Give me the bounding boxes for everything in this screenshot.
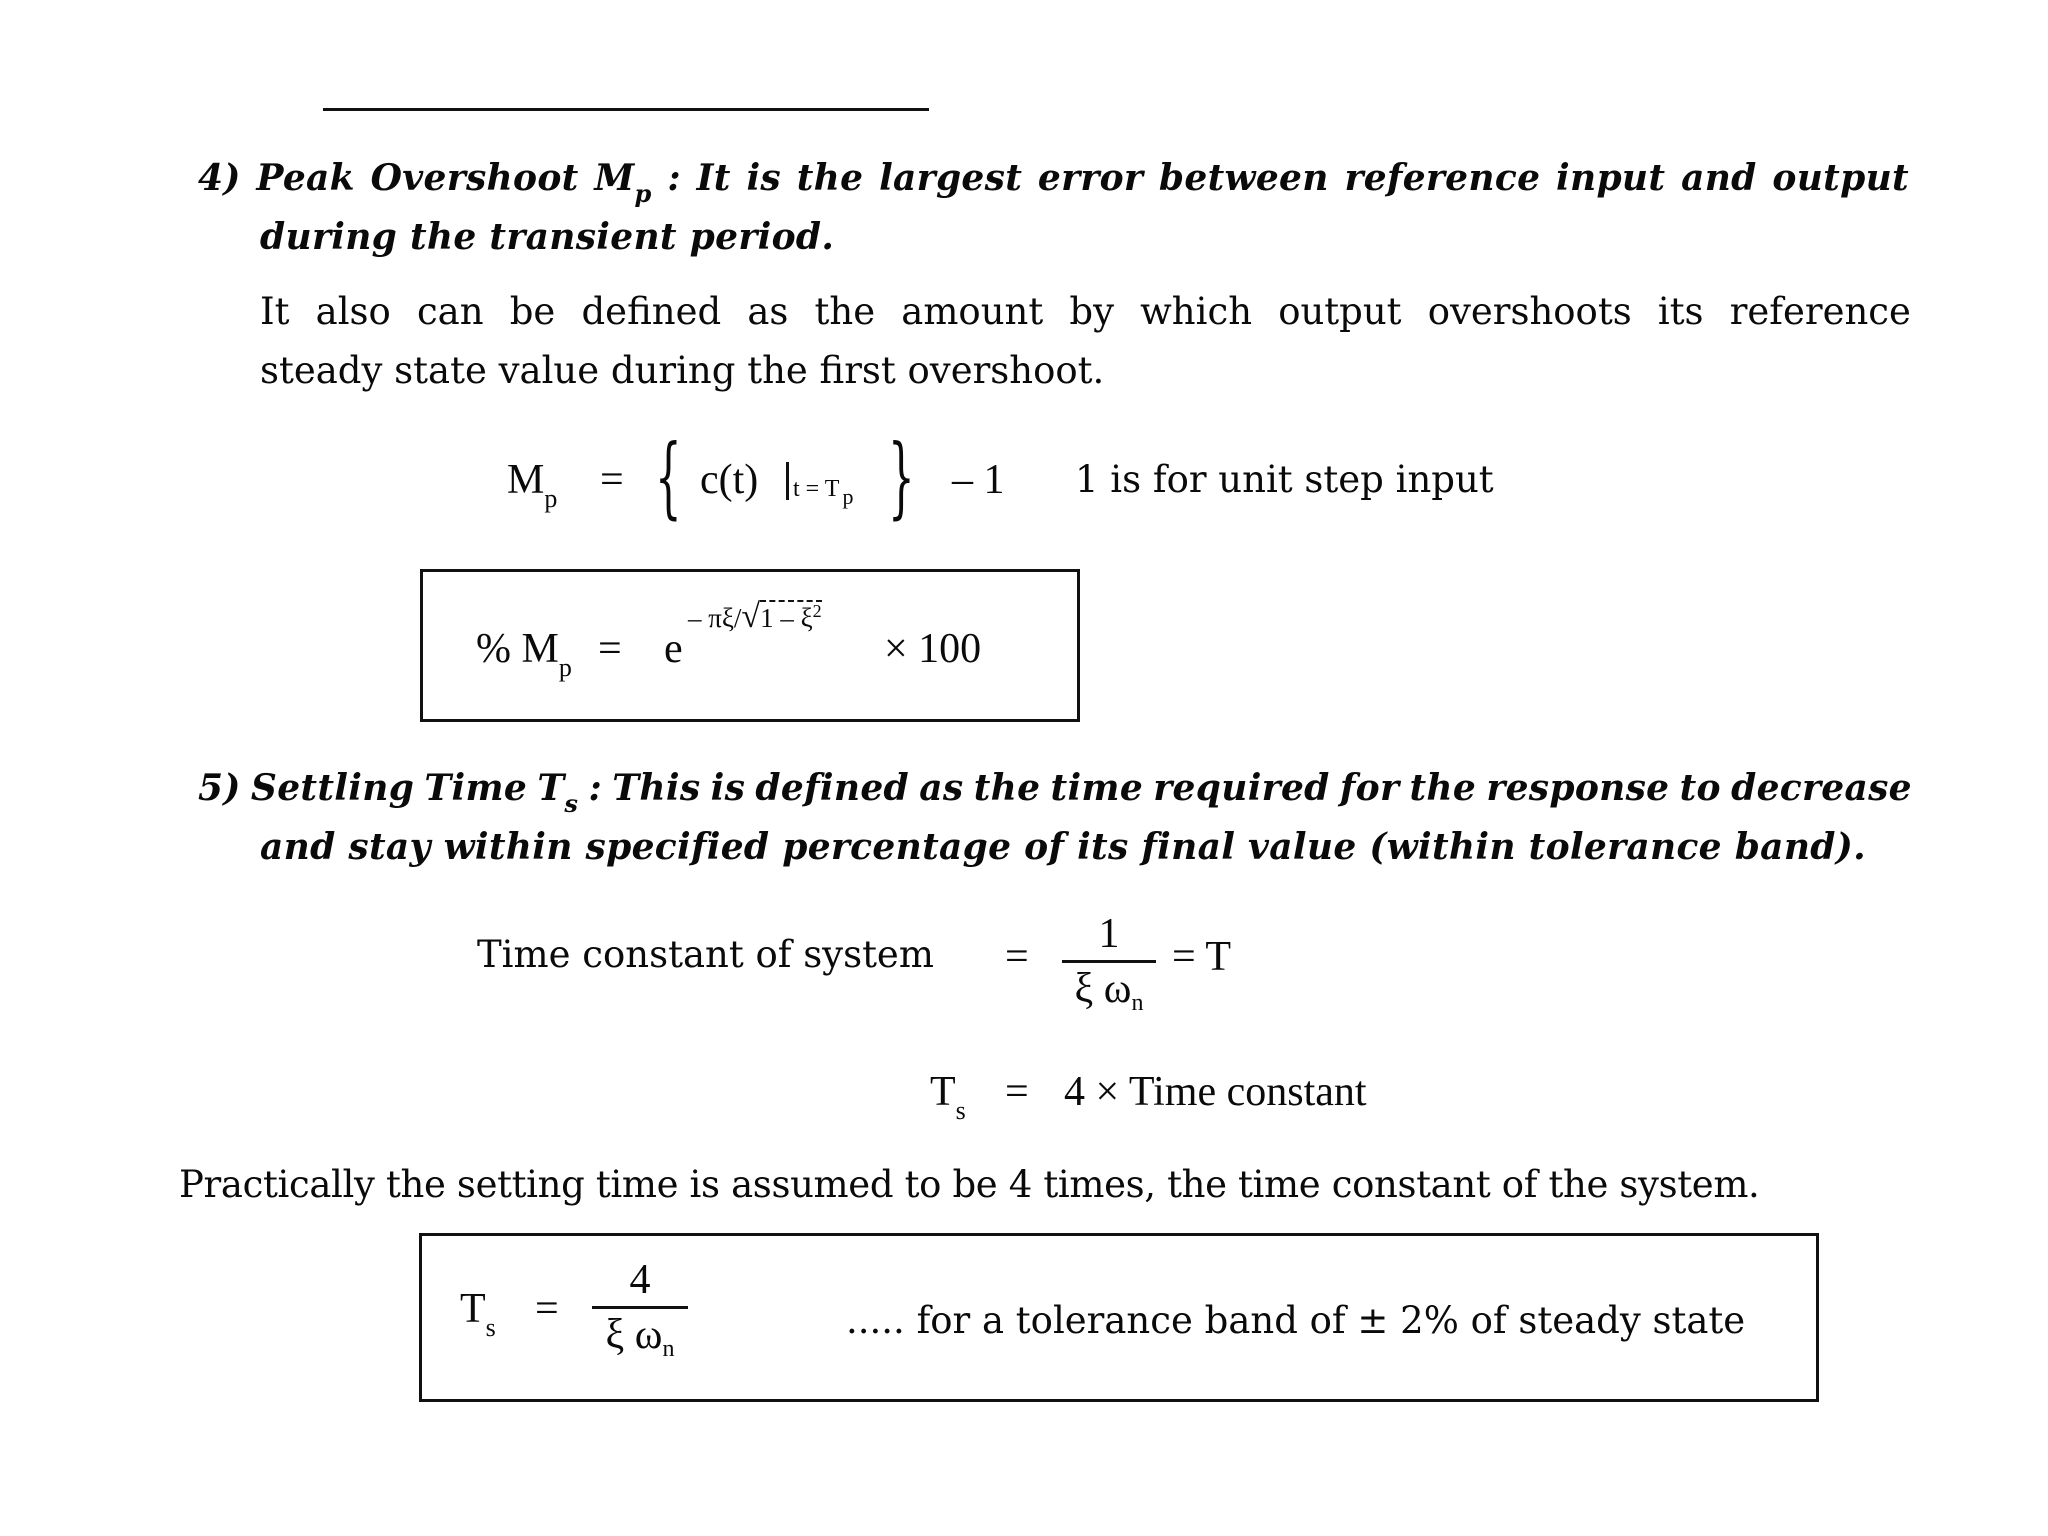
practical-note: Practically the setting time is assumed to be 4 times, the time constant of the system. xyxy=(179,1163,1760,1206)
ts-rhs: 4 × Time constant xyxy=(1064,1069,1367,1115)
fraction-bar xyxy=(1062,960,1156,963)
peak-overshoot-definition-line2: during the transient period. xyxy=(260,216,835,258)
heading-symbol-ts: $T_s$ xyxy=(537,767,579,818)
ts-equals: = xyxy=(1005,1069,1029,1115)
heading-word: largest xyxy=(879,157,1023,199)
mp-minus-one: – 1 xyxy=(952,457,1005,503)
heading-word: It xyxy=(696,157,731,199)
heading-word: reference xyxy=(1344,157,1541,199)
heading-word: Peak xyxy=(256,157,355,199)
settling-time-definition-line2: and stay within specified percentage of its final value (within tolerance band). xyxy=(260,826,1866,868)
exp-base-e: e xyxy=(664,626,683,672)
tolerance-band-note: ..... for a tolerance band of ± 2% of steady state xyxy=(846,1299,1746,1342)
mp-equals: = xyxy=(600,457,624,503)
percent-mp-equals: = xyxy=(598,626,622,672)
section-number: 4) xyxy=(198,157,241,199)
fraction-bar xyxy=(592,1306,688,1309)
heading-word: : xyxy=(667,157,681,199)
boxed-ts-equals: = xyxy=(535,1286,559,1332)
boxed-ts-fraction: 4 ξ ωn xyxy=(592,1258,688,1363)
heading-word: Overshoot xyxy=(370,157,579,199)
close-brace: } xyxy=(888,425,915,528)
eval-subscript: t = T p xyxy=(793,476,854,509)
section-number: 5) xyxy=(198,767,241,809)
peak-overshoot-paragraph-line1: It also can be defined as the amount by which output overshoots its reference xyxy=(260,290,1911,333)
peak-overshoot-definition-line1 xyxy=(198,157,1909,208)
time-constant-equals: = xyxy=(1005,934,1029,980)
boxed-ts-lhs: $T_s$ xyxy=(460,1286,496,1342)
exponent: – $\pi\xi/√1 - \xi^2$ xyxy=(688,598,822,635)
heading-symbol-mp: $M_p$ xyxy=(594,157,652,208)
time-constant-fraction: 1 ξ ωn xyxy=(1062,912,1156,1017)
open-brace: { xyxy=(655,425,682,528)
time-constant-result: = T xyxy=(1172,934,1232,980)
heading-word: error xyxy=(1037,157,1144,199)
unit-step-note: 1 is for unit step input xyxy=(1075,458,1494,501)
eval-bar xyxy=(786,462,789,500)
percent-mp-lhs: % $M_p$ xyxy=(476,626,572,682)
top-rule xyxy=(323,108,929,111)
heading-word: the xyxy=(796,157,864,199)
heading-word: and xyxy=(1681,157,1757,199)
time-constant-label: Time constant of system xyxy=(477,933,934,976)
ts-lhs: $T_s$ xyxy=(930,1069,966,1125)
mp-expr-ct: c(t) xyxy=(700,457,759,503)
heading-word: output xyxy=(1772,157,1909,199)
heading-word: input xyxy=(1556,157,1666,199)
mp-lhs: $M_p$ xyxy=(507,457,558,513)
settling-time-definition-line1: 5) Settling Time $T_s$ : This is defined as the time required for the response to decrease xyxy=(198,767,1912,818)
heading-word: is xyxy=(746,157,781,199)
peak-overshoot-paragraph-line2: steady state value during the first overshoot. xyxy=(260,349,1105,392)
heading-word: between xyxy=(1158,157,1329,199)
times-100: × 100 xyxy=(884,626,982,672)
